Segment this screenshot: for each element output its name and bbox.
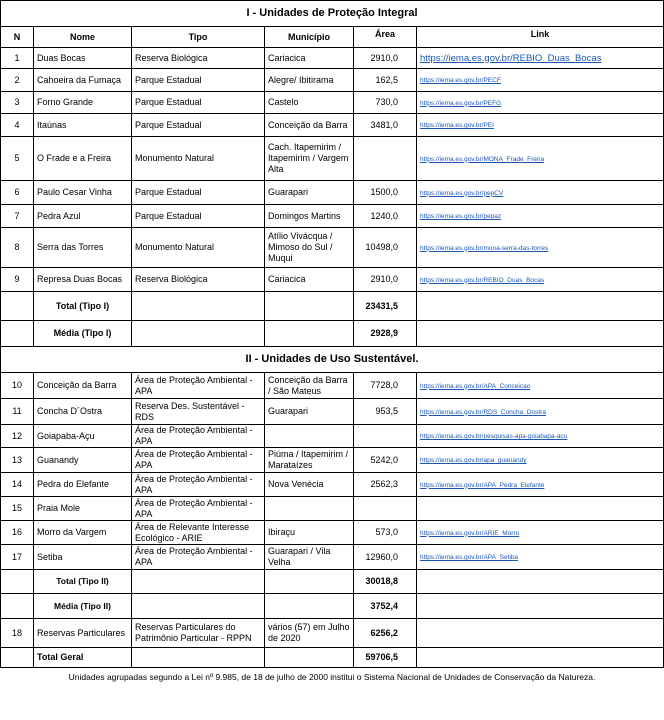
table-row [1,448,664,473]
iema-link[interactable]: https://iema.es.gov.br/APA_Pedra_Elefante [420,481,545,489]
row-area: 3481,0 [354,114,417,137]
row-tipo: Reservas Particulares do Patrimônio Particular - RPPN [132,619,265,648]
media-tipo-1-value: 2928,9 [354,321,417,347]
table-row [1,114,664,137]
table-row [1,399,664,425]
table-row [1,545,664,570]
row-municipio: Guarapari [265,181,354,205]
header-area: Área [354,27,417,48]
row-link [417,373,664,399]
iema-link[interactable]: https://iema.es.gov.br/REBIO_Duas_Bocas [420,276,545,284]
row-area: 10498,0 [354,228,417,268]
row-tipo: Área de Proteção Ambiental - APA [132,425,265,448]
total-tipo-2-label: Total (Tipo II) [34,570,132,594]
row-municipio: Cach. Itapemirim / Itapemirim / Vargem Alta [265,137,354,181]
table-row [1,48,664,69]
row-municipio: vários (57) em Julho de 2020 [265,619,354,648]
row-tipo: Reserva Biológica [132,48,265,69]
media-tipo-1-row [1,321,664,347]
row-link [417,205,664,228]
row-number: 10 [1,373,34,399]
row-nome: Serra das Torres [34,228,132,268]
row-tipo: Área de Proteção Ambiental - APA [132,448,265,473]
row-area: 162,5 [354,69,417,92]
row-area: 2910,0 [354,48,417,69]
row-nome: Pedra do Elefante [34,473,132,497]
row-nome: Itaúnas [34,114,132,137]
table-row [1,619,664,648]
total-geral-label: Total Geral [34,648,132,668]
total-tipo-2-value: 30018,8 [354,570,417,594]
row-number: 3 [1,92,34,114]
total-geral-value: 59706,5 [354,648,417,668]
iema-link[interactable]: https://iema.es.gov.br/PEI [420,122,494,129]
table-row [1,205,664,228]
row-number: 4 [1,114,34,137]
row-municipio: Conceição da Barra / São Mateus [265,373,354,399]
row-area: 1500,0 [354,181,417,205]
row-number: 14 [1,473,34,497]
row-tipo: Área de Proteção Ambiental - APA [132,545,265,570]
table-row [1,473,664,497]
table-row [1,137,664,181]
row-link [417,137,664,181]
table-row [1,69,664,92]
row-number: 11 [1,399,34,425]
row-nome: O Frade e a Freira [34,137,132,181]
total-geral-row [1,648,664,668]
row-number: 18 [1,619,34,648]
row-nome: Guanandy [34,448,132,473]
row-number: 5 [1,137,34,181]
row-number: 2 [1,69,34,92]
row-nome: Duas Bocas [34,48,132,69]
row-link [417,497,664,521]
media-tipo-2-row [1,594,664,619]
row-number: 15 [1,497,34,521]
row-tipo: Área de Relevante Interesse Ecológico - ARIE [132,521,265,545]
row-number: 9 [1,268,34,292]
row-tipo: Monumento Natural [132,137,265,181]
row-nome: Morro da Vargem [34,521,132,545]
row-area: 573,0 [354,521,417,545]
iema-link[interactable]: https://iema.es.gov.br/pesquisas-apa-goiabapa-acu [420,433,568,440]
row-nome: Reservas Particulares [34,619,132,648]
iema-link[interactable]: https://iema.es.gov.br/APA_Conceicao [420,382,531,390]
row-tipo: Área de Proteção Ambiental - APA [132,473,265,497]
table-row [1,228,664,268]
iema-link[interactable]: https://iema.es.gov.br/MONA_Frade_Freira [420,155,545,163]
row-nome: Represa Duas Bocas [34,268,132,292]
row-tipo: Parque Estadual [132,114,265,137]
iema-link[interactable]: https://iema.es.gov.br/REBIO_Duas_Bocas [420,52,602,64]
header-n: N [1,27,34,48]
row-area: 12960,0 [354,545,417,570]
header-nome: Nome [34,27,132,48]
total-tipo-1-row [1,292,664,321]
row-nome: Setiba [34,545,132,570]
row-number: 6 [1,181,34,205]
row-number: 8 [1,228,34,268]
row-nome: Goiapaba-Açu [34,425,132,448]
row-area: 5242,0 [354,448,417,473]
row-link [417,473,664,497]
row-municipio: Guarapari [265,399,354,425]
row-nome: Conceição da Barra [34,373,132,399]
row-link [417,425,664,448]
row-number: 17 [1,545,34,570]
row-tipo: Monumento Natural [132,228,265,268]
iema-link[interactable]: https://iema.es.gov.br/RDS_Concha_Dostra [420,408,546,416]
row-tipo: Área de Proteção Ambiental - APA [132,497,265,521]
iema-link[interactable]: https://iema.es.gov.br/APA_Setiba [420,554,519,561]
iema-link[interactable]: https://iema.es.gov.br/PECF [420,77,501,84]
row-municipio: Ibiraçu [265,521,354,545]
row-area [354,425,417,448]
total-tipo-1-label: Total (Tipo I) [34,292,132,321]
row-area: 1240,0 [354,205,417,228]
row-number: 7 [1,205,34,228]
row-number: 1 [1,48,34,69]
total-tipo-2-row [1,570,664,594]
row-municipio: Piúma / Itapemirim / Marataízes [265,448,354,473]
row-nome: Pedra Azul [34,205,132,228]
row-area: 2562,3 [354,473,417,497]
media-tipo-2-value: 3752,4 [354,594,417,619]
row-municipio: Alegre/ Ibitirama [265,69,354,92]
row-link [417,399,664,425]
iema-link[interactable]: https://iema.es.gov.br/mona-serra-das-torres [420,244,549,252]
row-area [354,497,417,521]
row-area: 730,0 [354,92,417,114]
row-municipio: Cariacica [265,48,354,69]
row-link [417,228,664,268]
header-link: Link [417,27,664,48]
table-row [1,181,664,205]
row-area [354,137,417,181]
row-tipo: Parque Estadual [132,92,265,114]
row-tipo: Reserva Des. Sustentável - RDS [132,399,265,425]
header-row [1,27,664,48]
row-link [417,181,664,205]
row-number: 13 [1,448,34,473]
iema-link[interactable]: https://iema.es.gov.br/ARIE_Morro [420,529,520,537]
row-area: 7728,0 [354,373,417,399]
row-number: 12 [1,425,34,448]
row-link [417,92,664,114]
row-nome: Praia Mole [34,497,132,521]
table-row [1,497,664,521]
row-municipio: Conceição da Barra [265,114,354,137]
row-area: 953,5 [354,399,417,425]
iema-link[interactable]: https://iema.es.gov.br/apa_guanandy [420,457,527,464]
row-nome: Paulo Cesar Vinha [34,181,132,205]
footnote: Unidades agrupadas segundo a Lei nº 9.985, de 18 de julho de 2000 institui o Sistema Nacional de Unidades de Conservação da Natureza. [68,672,596,683]
section-2-title: II - Unidades de Uso Sustentável. [1,347,664,373]
media-tipo-1-label: Média (Tipo I) [34,321,132,347]
iema-link[interactable]: https://iema.es.gov.br/PEFG [420,99,502,107]
table-row [1,92,664,114]
row-municipio: Atílio Vivácqua / Mimoso do Sul / Muqui [265,228,354,268]
total-tipo-1-value: 23431,5 [354,292,417,321]
row-tipo: Área de Proteção Ambiental - APA [132,373,265,399]
row-link [417,69,664,92]
row-municipio: Cariacica [265,268,354,292]
iema-link[interactable]: https://iema.es.gov.br/pepCV [420,189,504,197]
row-tipo: Parque Estadual [132,69,265,92]
row-tipo: Parque Estadual [132,181,265,205]
media-tipo-2-label: Média (Tipo II) [34,594,132,619]
header-tipo: Tipo [132,27,265,48]
row-number: 16 [1,521,34,545]
row-municipio: Guarapari / Vila Velha [265,545,354,570]
header-municipio: Município [265,27,354,48]
section-1-title: I - Unidades de Proteção Integral [1,1,664,27]
table-row [1,425,664,448]
table-row [1,373,664,399]
row-link [417,114,664,137]
table-row [1,521,664,545]
row-municipio: Nova Venécia [265,473,354,497]
row-link [417,545,664,570]
row-link [417,619,664,648]
row-link [417,521,664,545]
table-row [1,268,664,292]
row-link [417,448,664,473]
row-nome: Forno Grande [34,92,132,114]
row-link [417,268,664,292]
row-municipio: Castelo [265,92,354,114]
iema-link[interactable]: https://iema.es.gov.br/pepaz [420,213,502,220]
row-municipio [265,497,354,521]
row-municipio [265,425,354,448]
row-area: 6256,2 [354,619,417,648]
row-nome: Cahoeira da Fumaça [34,69,132,92]
row-tipo: Parque Estadual [132,205,265,228]
row-municipio: Domingos Martins [265,205,354,228]
row-tipo: Reserva Biológica [132,268,265,292]
row-area: 2910,0 [354,268,417,292]
row-link [417,48,664,69]
row-nome: Concha D´Ostra [34,399,132,425]
